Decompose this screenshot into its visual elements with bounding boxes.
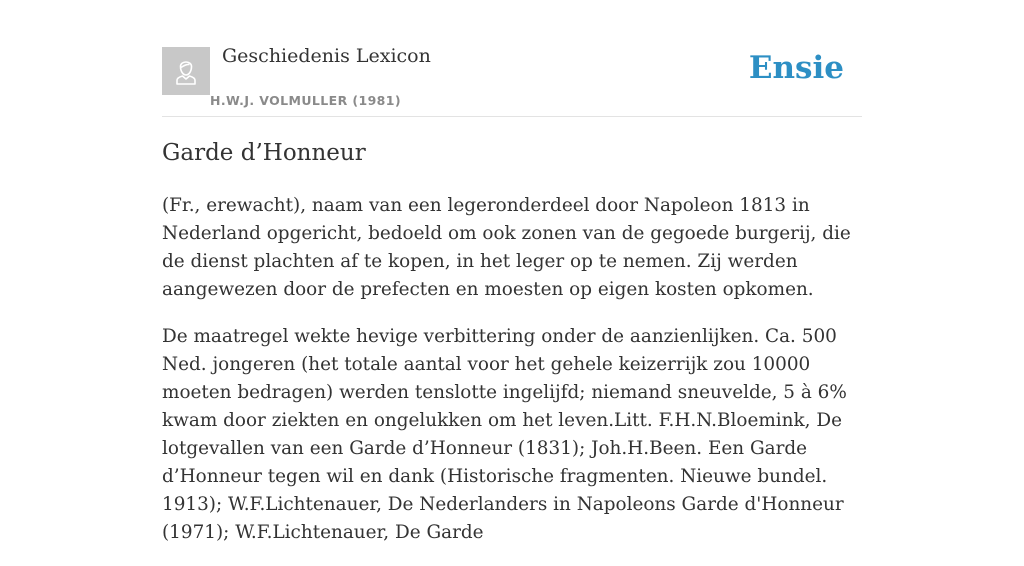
user-silhouette-icon[interactable] xyxy=(162,47,210,95)
article-body xyxy=(162,192,864,566)
author-name[interactable]: H.W.J. VOLMULLER (1981) xyxy=(210,93,401,108)
paragraph: (Fr., erewacht), naam van een legeronderdeel door Napoleon 1813 in Nederland opgericht, bedoeld om ook zonen van de gegoede burgerij, die de dienst plachten af te kopen, in het leger op te nemen. Zij werden aangewezen door de prefecten en moesten op eigen kosten opkomen. xyxy=(162,195,851,300)
paragraph: De maatregel wekte hevige verbittering onder de aanzienlijken. Ca. 500 Ned. jongeren (het totale aantal voor het gehele keizerrijk zou 10000 moeten bedragen) werden tenslotte ingelijfd; niemand sneuvelde, 5 à 6% kwam door ziekten en ongelukken om het leven.Litt. F.H.N.Bloemink, De lotgevallen van een Garde d’Honneur (1831); Joh.H.Been. Een Garde d’Honneur tegen wil en dank (Historische fragmenten. Nieuwe bundel. 1913); W.F.Lichtenauer, De Nederlanders in Napoleons Garde d'Honneur (1971); W.F.Lichtenauer, De Garde xyxy=(162,326,847,543)
source-title[interactable]: Geschiedenis Lexicon xyxy=(222,45,431,67)
source-header xyxy=(162,0,862,117)
brand-logo[interactable]: Ensie xyxy=(748,50,844,86)
article-title: Garde d’Honneur xyxy=(162,140,366,166)
